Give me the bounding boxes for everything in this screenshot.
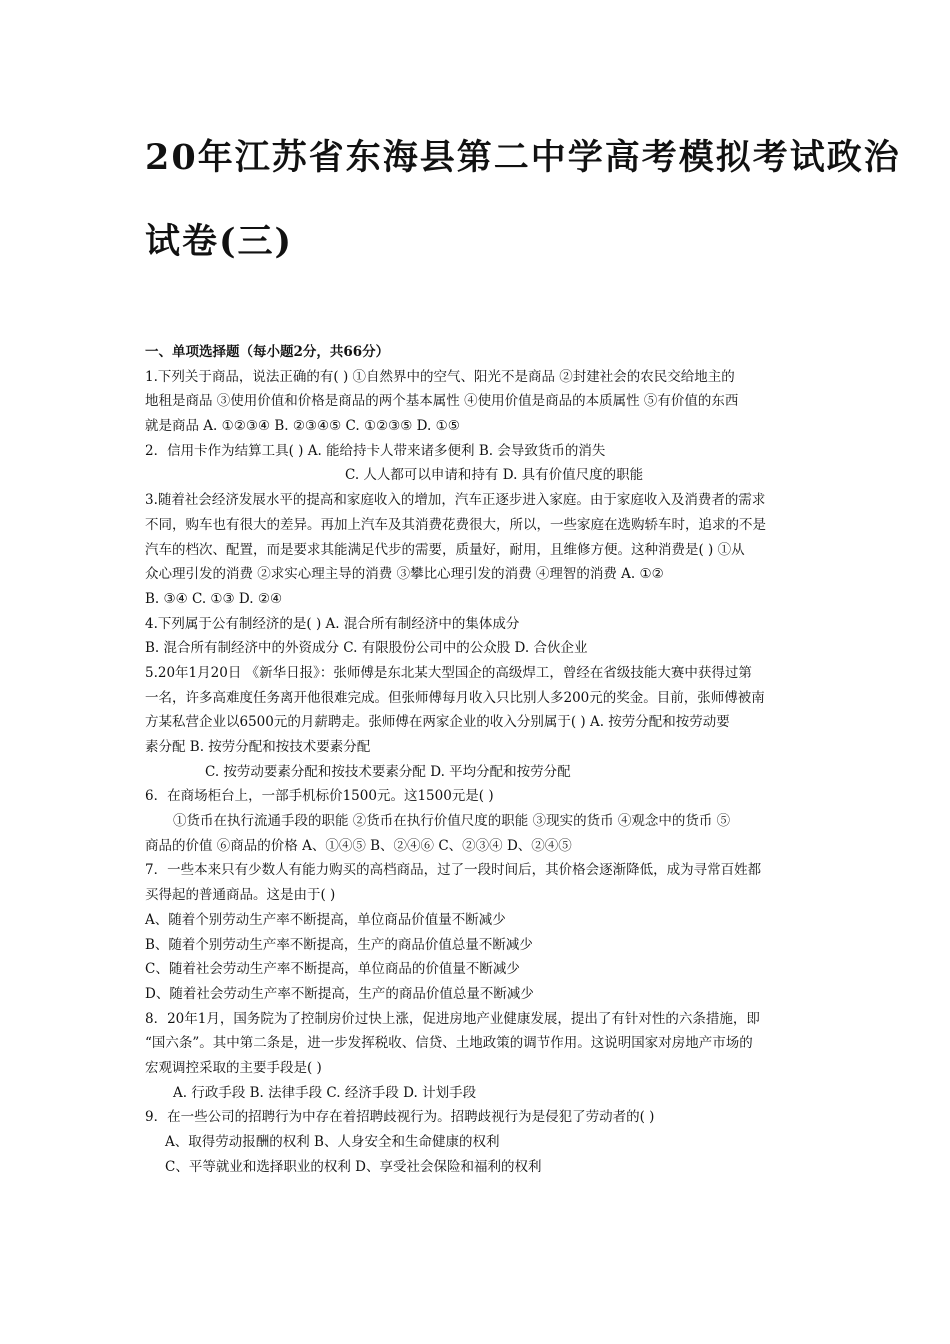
text-line: 就是商品 A. ①②③④ B. ②③④⑤ C. ①②③⑤ D. ①⑤ <box>145 418 460 435</box>
text-line: A、取得劳动报酬的权利 B、人身安全和生命健康的权利 <box>165 1134 500 1150</box>
text-line: C. 按劳动要素分配和按技术要素分配 D. 平均分配和按劳分配 <box>205 763 571 780</box>
text-line: 方某私营企业以6500元的月薪聘走。张师傅在两家企业的收入分别属于( ) A. 按劳分配和按劳动要 <box>145 714 730 731</box>
section-heading: 一、单项选择题（每小题2分，共66分） <box>145 344 390 360</box>
text-line: 8．20年1月，国务院为了控制房价过快上涨，促进房地产业健康发展，提出了有针对性的六条措施，即 <box>145 1010 760 1027</box>
text-line: 众心理引发的消费 ②求实心理主导的消费 ③攀比心理引发的消费 ④理智的消费 A. ①② <box>145 566 664 583</box>
text-line: ①货币在执行流通手段的职能 ②货币在执行价值尺度的职能 ③现实的货币 ④观念中的货币 ⑤ <box>173 813 731 830</box>
document-title-line-1: 20年江苏省东海县第二中学高考模拟考试政治 <box>145 137 901 178</box>
text-line: 4.下列属于公有制经济的是( ) A. 混合所有制经济中的集体成分 <box>145 615 520 632</box>
text-line: 1.下列关于商品，说法正确的有( ) ①自然界中的空气、阳光不是商品 ②封建社会的农民交给地主的 <box>145 368 735 385</box>
text-line: 9．在一些公司的招聘行为中存在着招聘歧视行为。招聘歧视行为是侵犯了劳动者的( ) <box>145 1109 655 1126</box>
text-line: 3.随着社会经济发展水平的提高和家庭收入的增加，汽车正逐步进入家庭。由于家庭收入及消费者的需求 <box>145 492 766 509</box>
text-line: B、随着个别劳动生产率不断提高，生产的商品价值总量不断减少 <box>145 936 533 953</box>
text-line: B. ③④ C. ①③ D. ②④ <box>145 590 283 607</box>
text-line: 汽车的档次、配置，而是要求其能满足代步的需要，质量好，耐用，且维修方便。这种消费是( ) ①从 <box>145 541 745 558</box>
text-line: 地租是商品 ③使用价值和价格是商品的两个基本属性 ④使用价值是商品的本质属性 ⑤有价值的东西 <box>145 393 739 410</box>
text-line: 一名，许多高难度任务离开他很难完成。但张师傅每月收入只比别人多200元的奖金。目前，张师傅被南 <box>145 689 765 706</box>
text-line: C、随着社会劳动生产率不断提高，单位商品的价值量不断减少 <box>145 961 520 978</box>
text-line: 2．信用卡作为结算工具( ) A. 能给持卡人带来诸多便利 B. 会导致货币的消失 <box>145 442 606 459</box>
text-line: 5.20年1月20日 《新华日报》：张师傅是东北某大型国企的高级焊工，曾经在省级技能大赛中获得过第 <box>145 664 752 681</box>
text-line: A. 行政手段 B. 法律手段 C. 经济手段 D. 计划手段 <box>173 1084 477 1101</box>
text-line: A、随着个别劳动生产率不断提高，单位商品价值量不断减少 <box>145 911 506 928</box>
document-title-line-2: 试卷(三) <box>145 221 294 262</box>
text-line: 素分配 B. 按劳分配和按技术要素分配 <box>145 739 371 755</box>
text-line: D、随着社会劳动生产率不断提高，生产的商品价值总量不断减少 <box>145 985 534 1002</box>
text-line: C. 人人都可以申请和持有 D. 具有价值尺度的职能 <box>345 467 644 484</box>
text-line: 买得起的普通商品。这是由于( ) <box>145 887 336 904</box>
text-line: 商品的价值 ⑥商品的价格 A、①④⑤ B、②④⑥ C、②③④ D、②④⑤ <box>145 837 572 854</box>
text-line: B. 混合所有制经济中的外资成分 C. 有限股份公司中的公众股 D. 合伙企业 <box>145 640 588 657</box>
text-line: 6．在商场柜台上，一部手机标价1500元。这1500元是( ) <box>145 788 494 805</box>
text-line: 宏观调控采取的主要手段是( ) <box>145 1059 322 1076</box>
text-line: C、平等就业和选择职业的权利 D、享受社会保险和福利的权利 <box>165 1158 542 1175</box>
text-line: 不同，购车也有很大的差异。再加上汽车及其消费花费很大，所以，一些家庭在选购轿车时，追求的不是 <box>145 516 766 533</box>
text-line: 7．一些本来只有少数人有能力购买的高档商品，过了一段时间后，其价格会逐渐降低，成为寻常百姓都 <box>145 862 762 879</box>
text-line: “国六条”。其中第二条是，进一步发挥税收、信贷、土地政策的调节作用。这说明国家对房地产市场的 <box>145 1035 753 1052</box>
document-body <box>145 340 810 1179</box>
